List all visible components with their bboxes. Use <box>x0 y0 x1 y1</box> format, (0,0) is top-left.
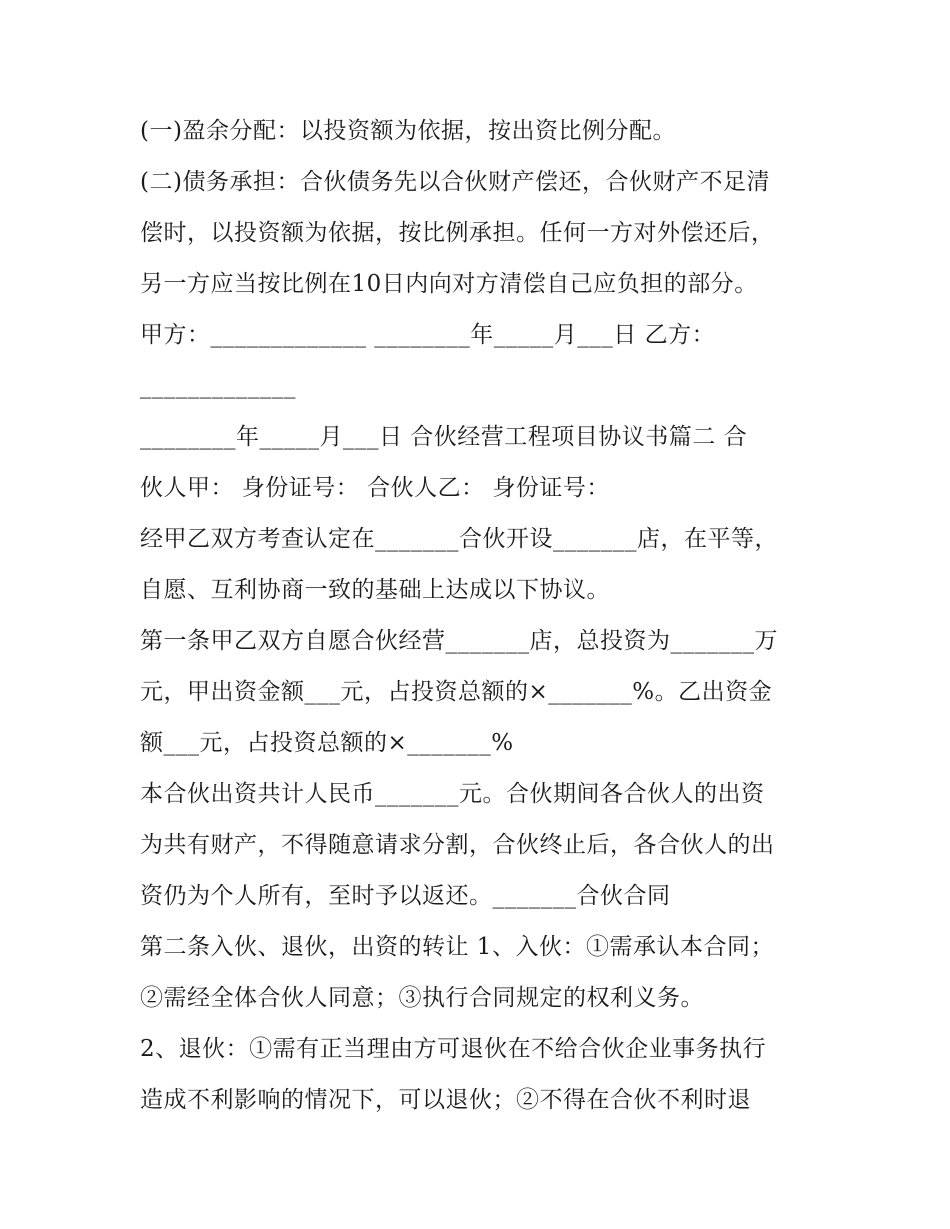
text-line: 为共有财产，不得随意请求分割，合伙终止后，各合伙人的出 <box>140 832 775 858</box>
text-line: _____________ <box>140 373 296 399</box>
text-line: 元，甲出资金额___元，占投资总额的×_______%。乙出资金 <box>140 679 773 705</box>
text-line: 资仍为个人所有，至时予以返还。_______合伙合同 <box>140 883 671 909</box>
text-line: 另一方应当按比例在10日内向对方清偿自己应负担的部分。 <box>140 271 758 297</box>
text-line: 2、退伙：①需有正当理由方可退伙在不给合伙企业事务执行 <box>140 1036 767 1062</box>
text-line: 自愿、互利协商一致的基础上达成以下协议。 <box>140 577 610 603</box>
text-line: 额___元，占投资总额的×_______% <box>140 730 514 756</box>
text-line: (二)债务承担：合伙债务先以合伙财产偿还，合伙财产不足清 <box>140 169 770 195</box>
text-line: 经甲乙双方考查认定在_______合伙开设_______店，在平等， <box>140 526 778 552</box>
text-line: 第二条入伙、退伙，出资的转让 1、入伙：①需承认本合同； <box>140 934 774 960</box>
text-line: 造成不利影响的情况下，可以退伙；②不得在合伙不利时退 <box>140 1087 751 1113</box>
text-line: 第一条甲乙双方自愿合伙经营_______店，总投资为_______万 <box>140 628 778 654</box>
text-line: 伙人甲： 身份证号： 合伙人乙： 身份证号： <box>140 475 610 501</box>
text-line: ________年_____月___日 合伙经营工程项目协议书篇二 合 <box>140 424 748 450</box>
text-line: 甲方：_____________ ________年_____月___日 乙方： <box>140 322 716 348</box>
text-line: 偿时，以投资额为依据，按比例承担。任何一方对外偿还后， <box>140 220 775 246</box>
text-line: ②需经全体合伙人同意；③执行合同规定的权利义务。 <box>140 985 704 1011</box>
document-body <box>140 106 820 1126</box>
text-line: (一)盈余分配：以投资额为依据，按出资比例分配。 <box>140 118 676 144</box>
text-line: 本合伙出资共计人民币_______元。合伙期间各合伙人的出资 <box>140 781 765 807</box>
